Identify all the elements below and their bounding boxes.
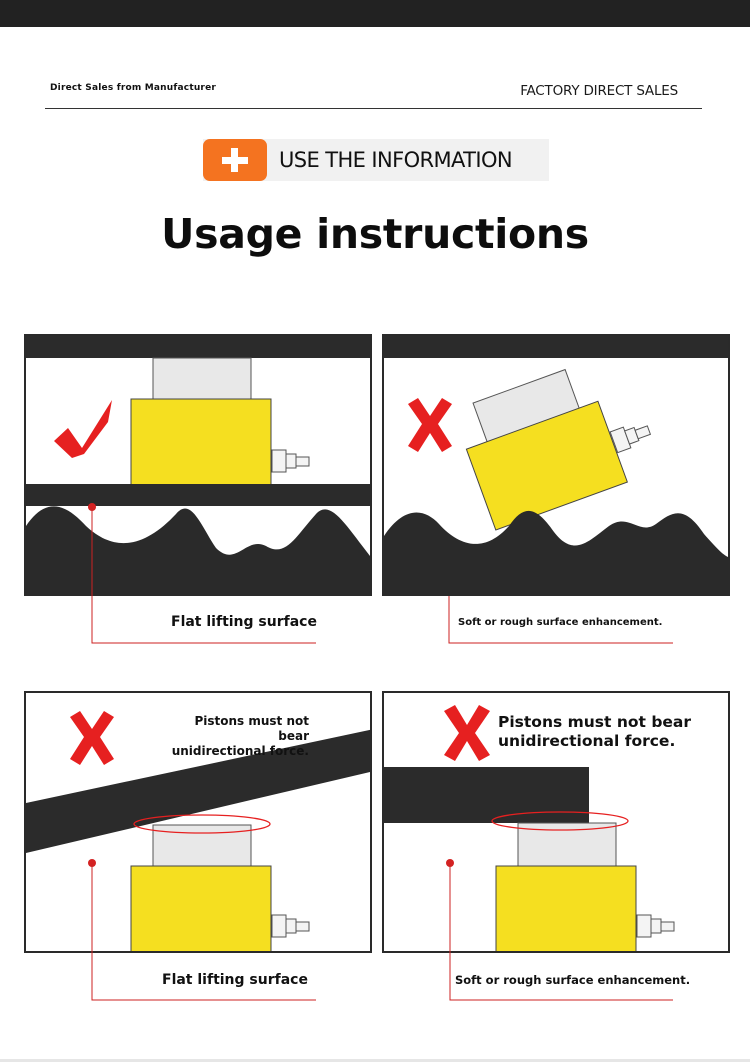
warning-panel-4: [498, 713, 691, 752]
warning-panel-3: [167, 714, 309, 759]
warning-line-1: Pistons must not bear: [498, 713, 692, 731]
cross-icon: [70, 711, 116, 767]
badge-text: USE THE INFORMATION: [279, 148, 513, 172]
caption-panel-3: Flat lifting surface: [162, 972, 308, 988]
header-right-text: FACTORY DIRECT SALES: [520, 83, 678, 99]
cross-icon: [444, 705, 490, 761]
header-left-text: Direct Sales from Manufacturer: [50, 83, 217, 93]
panel-rough-surface: [382, 334, 730, 596]
caption-panel-2: Soft or rough surface enhancement.: [458, 617, 663, 628]
caption-panel-1: Flat lifting surface: [171, 614, 317, 630]
warning-line-1: Pistons must not bear: [194, 714, 309, 743]
page-title: Usage instructions: [161, 210, 589, 258]
warning-line-2: unidirectional force.: [171, 744, 309, 758]
warning-line-2: unidirectional force.: [498, 732, 676, 751]
cross-icon: [406, 396, 456, 454]
caption-panel-4: Soft or rough surface enhancement.: [455, 973, 691, 987]
